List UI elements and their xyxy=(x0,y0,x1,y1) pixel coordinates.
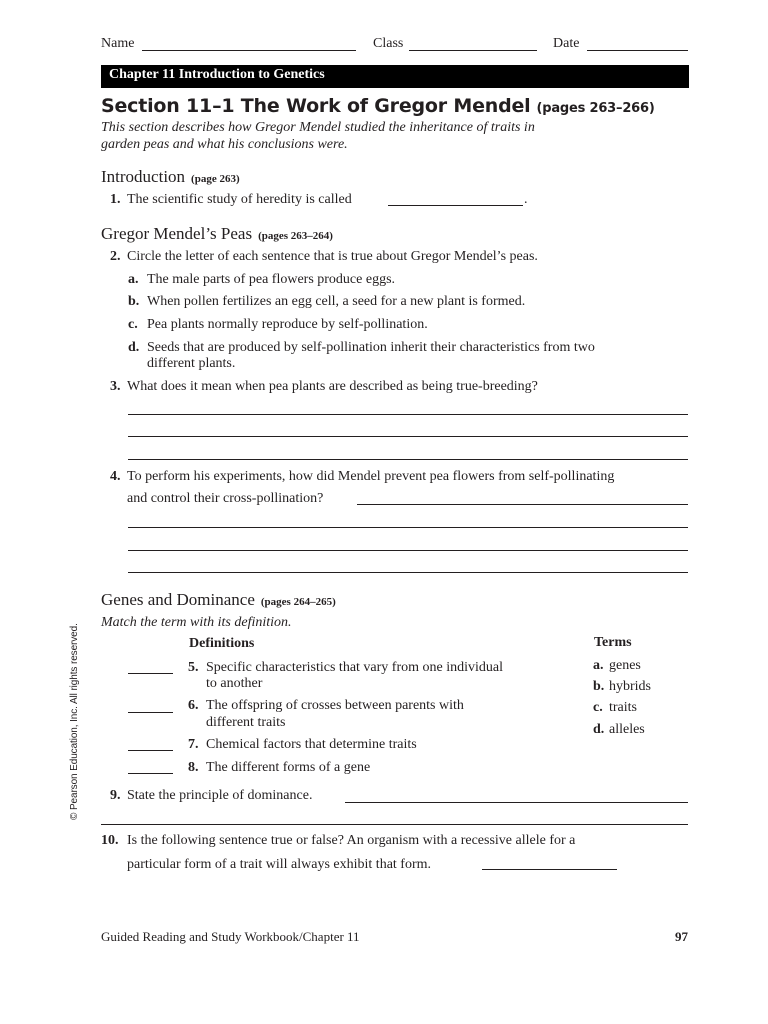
q2-text: Circle the letter of each sentence that is true about Gregor Mendel’s peas. xyxy=(127,249,538,264)
class-field[interactable] xyxy=(409,50,537,51)
chapter-banner xyxy=(101,65,689,88)
footer-workbook-title: Guided Reading and Study Workbook/Chapter 11 xyxy=(101,929,360,944)
q2-option-c-text: Pea plants normally reproduce by self-pollination. xyxy=(147,317,428,332)
q4-answer-line-1[interactable] xyxy=(357,504,688,505)
q3-number: 3. xyxy=(110,379,121,394)
q2-option-b-letter[interactable]: b. xyxy=(128,294,140,309)
definitions-header: Definitions xyxy=(189,636,255,651)
q2-option-d-text: Seeds that are produced by self-pollination inherit their characteristics from two xyxy=(147,340,595,355)
q2-option-a-text: The male parts of pea flowers produce eggs. xyxy=(147,272,396,287)
q10-text-line-1: Is the following sentence true or false? An organism with a recessive allele for a xyxy=(127,833,576,848)
term-c-text: traits xyxy=(609,700,637,715)
q3-text: What does it mean when pea plants are described as being true-breeding? xyxy=(127,379,538,394)
q6-text-cont: different traits xyxy=(206,715,286,730)
q4-answer-line-2[interactable] xyxy=(128,527,688,528)
date-field[interactable] xyxy=(587,50,688,51)
q1-answer-field[interactable] xyxy=(388,205,523,206)
date-label: Date xyxy=(553,36,580,51)
q5-number: 5. xyxy=(188,660,199,675)
section-intro-line-1: This section describes how Gregor Mendel studied the inheritance of traits in xyxy=(101,120,535,135)
chapter-title: Chapter 11 Introduction to Genetics xyxy=(109,67,325,82)
q1-number: 1. xyxy=(110,192,121,207)
term-d-text: alleles xyxy=(609,722,645,737)
page-number: 97 xyxy=(675,929,688,944)
q8-number: 8. xyxy=(188,760,199,775)
term-c-letter: c. xyxy=(593,700,603,715)
q6-text: The offspring of crosses between parents with xyxy=(206,698,464,713)
term-b-text: hybrids xyxy=(609,679,651,694)
q1-period: . xyxy=(524,192,528,207)
q3-answer-line-2[interactable] xyxy=(128,436,688,437)
q6-answer-blank[interactable] xyxy=(128,712,173,713)
class-label: Class xyxy=(373,36,404,51)
copyright-notice: © Pearson Education, Inc. All rights reserved. xyxy=(69,623,80,820)
peas-heading-text: Gregor Mendel’s Peas xyxy=(101,224,253,243)
q4-text-line-2: and control their cross-pollination? xyxy=(127,491,324,506)
name-label: Name xyxy=(101,36,135,51)
introduction-heading xyxy=(101,167,240,187)
section-pages: (pages 263–266) xyxy=(536,101,655,116)
q2-option-a-letter[interactable]: a. xyxy=(128,272,139,287)
introduction-pages: (page 263) xyxy=(191,173,240,185)
q4-answer-line-4[interactable] xyxy=(128,572,688,573)
term-a-letter: a. xyxy=(593,658,604,673)
q8-text: The different forms of a gene xyxy=(206,760,371,775)
q7-number: 7. xyxy=(188,737,199,752)
q4-answer-line-3[interactable] xyxy=(128,550,688,551)
match-instruction: Match the term with its definition. xyxy=(101,615,292,630)
section-intro-line-2: garden peas and what his conclusions were. xyxy=(101,137,348,152)
q2-option-c-letter[interactable]: c. xyxy=(128,317,138,332)
q9-number: 9. xyxy=(110,788,121,803)
q4-number: 4. xyxy=(110,469,121,484)
q3-answer-line-3[interactable] xyxy=(128,459,688,460)
q2-option-b-text: When pollen fertilizes an egg cell, a seed for a new plant is formed. xyxy=(147,294,526,309)
q9-answer-line-2[interactable] xyxy=(101,824,688,825)
q6-number: 6. xyxy=(188,698,199,713)
q10-text-line-2: particular form of a trait will always exhibit that form. xyxy=(127,857,432,872)
q9-text: State the principle of dominance. xyxy=(127,788,313,803)
introduction-heading-text: Introduction xyxy=(101,167,186,186)
q5-text-cont: to another xyxy=(206,676,263,691)
q1-text: The scientific study of heredity is called xyxy=(127,192,352,207)
q3-answer-line-1[interactable] xyxy=(128,414,688,415)
genes-heading xyxy=(101,590,336,610)
genes-heading-text: Genes and Dominance xyxy=(101,590,255,609)
q2-option-d-letter[interactable]: d. xyxy=(128,340,140,355)
section-title-text: Section 11–1 The Work of Gregor Mendel xyxy=(101,95,531,117)
q7-text: Chemical factors that determine traits xyxy=(206,737,417,752)
q7-answer-blank[interactable] xyxy=(128,750,173,751)
q9-answer-line-1[interactable] xyxy=(345,802,688,803)
q2-option-d-text-cont: different plants. xyxy=(147,356,236,371)
q8-answer-blank[interactable] xyxy=(128,773,173,774)
section-title xyxy=(101,95,655,117)
terms-header: Terms xyxy=(594,635,632,650)
name-field[interactable] xyxy=(142,50,356,51)
q10-answer-field[interactable] xyxy=(482,869,617,870)
q2-number: 2. xyxy=(110,249,121,264)
q5-text: Specific characteristics that vary from one individual xyxy=(206,660,504,675)
term-d-letter: d. xyxy=(593,722,605,737)
q4-text-line-1: To perform his experiments, how did Mendel prevent pea flowers from self-pollinating xyxy=(127,469,615,484)
term-b-letter: b. xyxy=(593,679,605,694)
q10-number: 10. xyxy=(101,833,119,848)
q5-answer-blank[interactable] xyxy=(128,673,173,674)
peas-heading xyxy=(101,224,333,244)
genes-pages: (pages 264–265) xyxy=(260,596,336,608)
term-a-text: genes xyxy=(609,658,641,673)
peas-pages: (pages 263–264) xyxy=(258,230,333,242)
